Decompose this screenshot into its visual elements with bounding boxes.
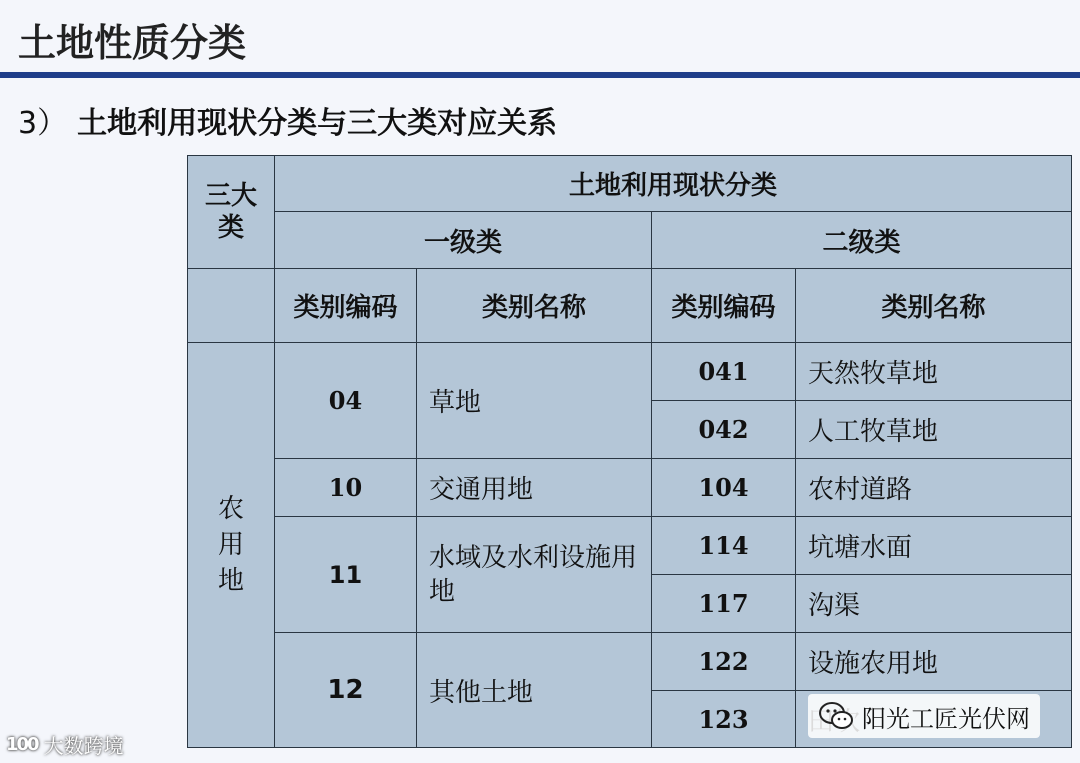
level2-name: 农村道路: [796, 459, 1072, 517]
header-three-categories-label: 三大类: [204, 180, 257, 243]
wechat-account-name: 阳光工匠光伏网: [862, 704, 1030, 733]
wechat-icon: [818, 701, 854, 731]
level1-name: 草地: [417, 343, 652, 459]
header-blank: [188, 269, 275, 343]
header-current-classification: 土地利用现状分类: [275, 156, 1072, 212]
level1-name: 其他土地: [417, 633, 652, 748]
level2-name: 坑塘水面: [796, 517, 1072, 575]
level1-name: 交通用地: [417, 459, 652, 517]
level2-code: 122: [652, 633, 796, 691]
level2-code: 042: [652, 401, 796, 459]
level2-name: 沟渠: [796, 575, 1072, 633]
title-divider: [0, 72, 1080, 78]
header-three-categories: [188, 156, 275, 269]
header-code-level-two: 类别编码: [652, 269, 796, 343]
wechat-watermark: [808, 694, 1040, 738]
category-label: 农用地: [217, 494, 244, 596]
classification-table-wrapper: [187, 155, 1071, 747]
level2-name: 天然牧草地: [796, 343, 1072, 401]
brand-logo: 100: [6, 733, 38, 755]
header-level-two: 二级类: [652, 212, 1072, 269]
level1-name: [417, 517, 652, 633]
level2-code: 114: [652, 517, 796, 575]
level2-name: 设施农用地: [796, 633, 1072, 691]
section-subtitle: [18, 98, 557, 142]
section-heading: 土地利用现状分类与三大类对应关系: [77, 106, 558, 141]
level1-code: 04: [275, 343, 417, 459]
header-name-level-one: 类别名称: [417, 269, 652, 343]
level1-name-text: 水域及水利设施用地: [429, 542, 638, 607]
header-code-level-one: 类别编码: [275, 269, 417, 343]
land-classification-table: [187, 155, 1072, 748]
brand-name: 大数跨境: [43, 733, 124, 758]
section-number: 3）: [18, 106, 68, 141]
level1-code: 12: [275, 633, 417, 748]
header-level-one: 一级类: [275, 212, 652, 269]
level2-code: 041: [652, 343, 796, 401]
level2-name: 人工牧草地: [796, 401, 1072, 459]
brand-watermark: [6, 730, 124, 758]
level2-code: 123: [652, 691, 796, 748]
level2-code: 117: [652, 575, 796, 633]
page-title: 土地性质分类: [18, 21, 247, 65]
level1-code: 11: [275, 517, 417, 633]
level2-code: 104: [652, 459, 796, 517]
level1-code: 10: [275, 459, 417, 517]
header-name-level-two: 类别名称: [796, 269, 1072, 343]
category-cell: [188, 343, 275, 748]
